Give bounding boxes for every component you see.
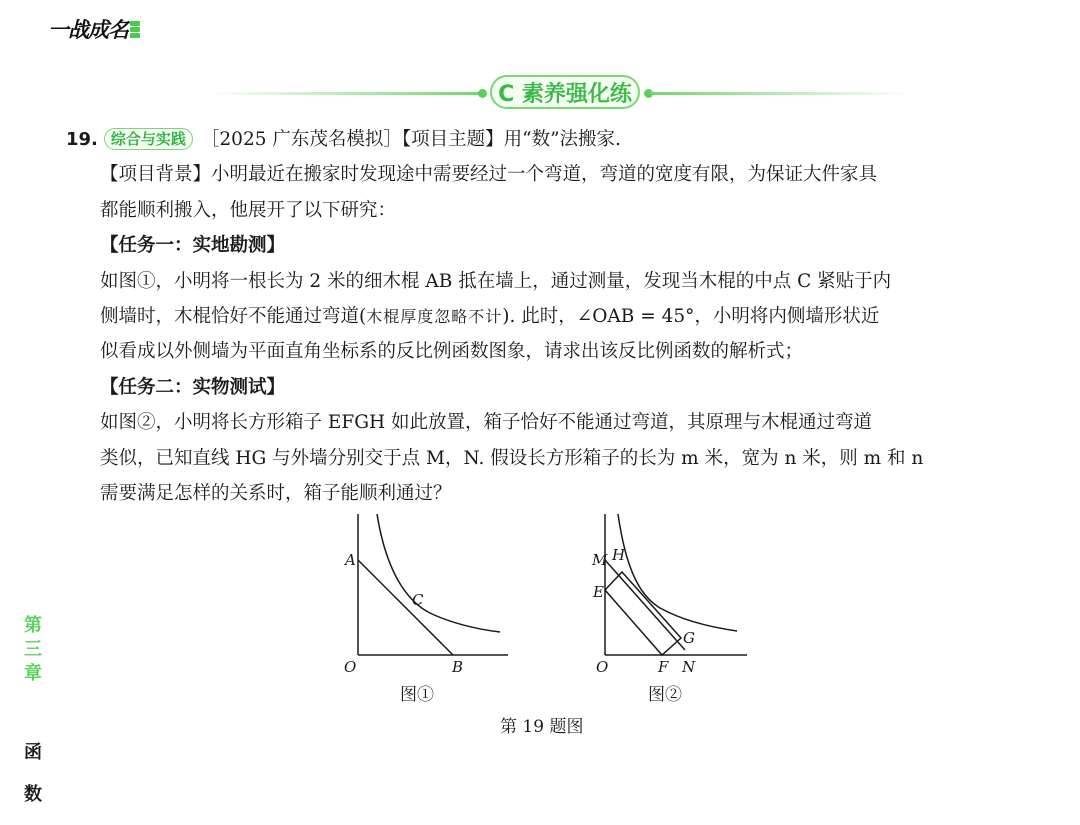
fig2-curve — [618, 514, 737, 631]
topic-char: 函 — [24, 742, 42, 763]
task1-text: ). 此时，∠OAB = 45°，小明将内侧墙形状近 — [502, 306, 880, 328]
fig2-caption: 图② — [648, 685, 682, 705]
task2-line: 需要满足怎样的关系时，箱子能顺利通过？ — [100, 483, 452, 505]
background-line: 都能顺利搬入，他展开了以下研究： — [100, 199, 397, 221]
banner-divider-right — [650, 92, 910, 95]
banner-dot-icon — [478, 89, 487, 98]
brand-mark-icon — [130, 21, 140, 38]
sidebar-topic — [22, 732, 44, 816]
brand-logo — [48, 14, 140, 44]
question-source: ［2025 广东茂名模拟］【项目主题】用“数”法搬家. — [200, 129, 621, 150]
task2-line: 类似，已知直线 HG 与外墙分别交于点 M，N. 假设长方形箱子的长为 m 米，宽为 n 米，则 m 和 n — [100, 447, 924, 469]
task1-line: 如图①，小明将一根长为 2 米的细木棍 AB 抵在墙上，通过测量，发现当木棍的中点 C 紧贴于内 — [100, 270, 892, 292]
fig2-label-e: E — [593, 583, 604, 601]
section-banner — [150, 73, 970, 113]
fig1-label-o: O — [344, 658, 357, 676]
figure-diagrams — [340, 510, 760, 740]
question-tag: 综合与实践 — [104, 128, 193, 150]
fig2-label-g: G — [683, 629, 695, 647]
fig1-label-b: B — [452, 658, 464, 676]
sidebar-chapter — [22, 614, 44, 686]
task1-note: 木棍厚度忽略不计 — [366, 307, 503, 327]
background-line: 【项目背景】小明最近在搬家时发现途中需要经过一个弯道，弯道的宽度有限，为保证大件家具 — [100, 164, 878, 186]
task1-line — [66, 299, 1006, 334]
brand-text: 一战成名 — [48, 18, 128, 42]
section-title: C 素养强化练 — [498, 81, 632, 107]
fig2-label-o: O — [596, 658, 609, 676]
task1-title: 【任务一：实地勘测】 — [100, 235, 286, 257]
fig1-label-a: A — [345, 551, 356, 569]
figures — [340, 510, 760, 744]
fig2-label-h: H — [612, 546, 626, 564]
fig1-label-c: C — [412, 591, 424, 609]
question-header — [66, 122, 1006, 157]
figures-caption: 第 19 题图 — [500, 717, 584, 737]
question-body — [66, 122, 1006, 511]
task2-title: 【任务二：实物测试】 — [100, 376, 286, 398]
fig2-label-n: N — [682, 658, 696, 676]
figure-2 — [605, 514, 747, 655]
fig1-caption: 图① — [400, 685, 434, 705]
chapter-char: 第 — [24, 615, 42, 636]
figure-1 — [358, 514, 508, 655]
question-number: 19. — [66, 129, 98, 150]
task1-text: 侧墙时，木棍恰好不能通过弯道( — [100, 306, 367, 328]
topic-char: 数 — [24, 784, 42, 805]
fig1-rod-ab — [358, 560, 453, 655]
task1-line: 似看成以外侧墙为平面直角坐标系的反比例函数图象，请求出该反比例函数的解析式； — [100, 341, 804, 363]
chapter-char: 章 — [24, 663, 42, 684]
fig2-label-m: M — [592, 551, 608, 569]
task2-line: 如图②，小明将长方形箱子 EFGH 如此放置，箱子恰好不能通过弯道，其原理与木棍通过弯道 — [100, 412, 873, 434]
fig1-curve — [377, 514, 500, 632]
chapter-char: 三 — [24, 639, 42, 660]
fig2-label-f: F — [658, 658, 669, 676]
banner-divider-left — [210, 92, 482, 95]
banner-pill — [490, 75, 640, 109]
